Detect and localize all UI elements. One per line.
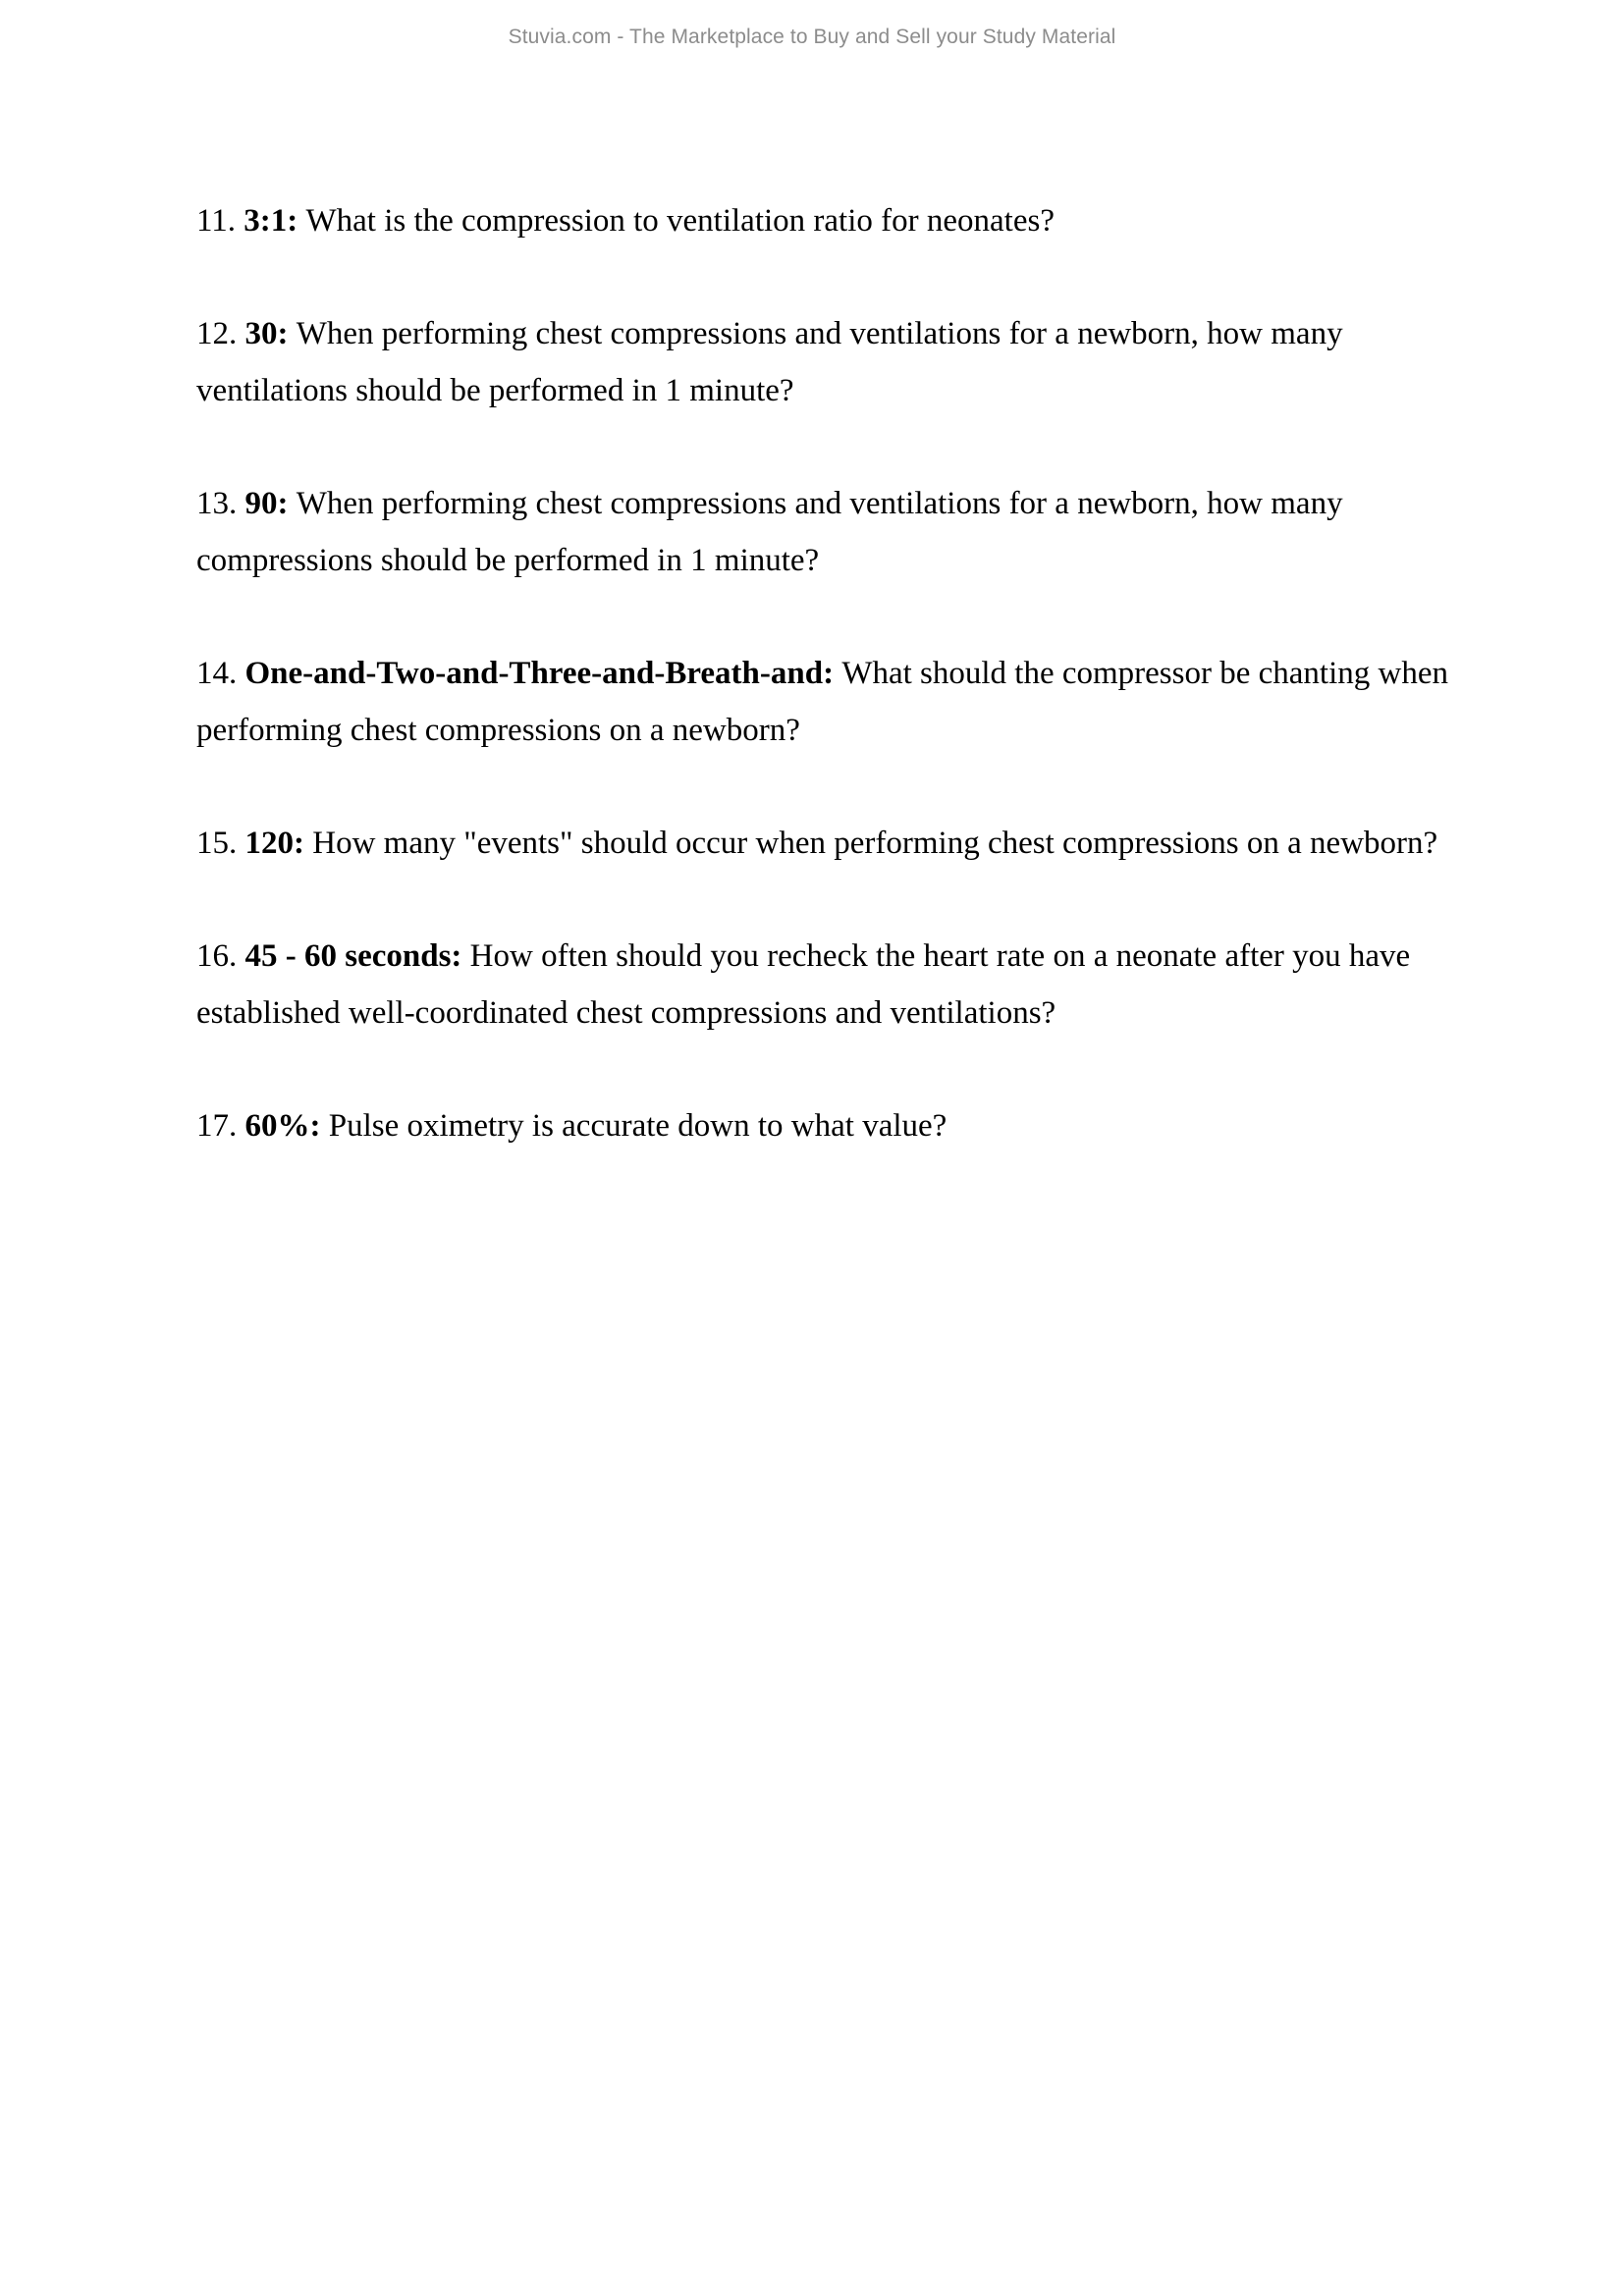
item-number: 13. — [196, 486, 238, 521]
item-question: Pulse oximetry is accurate down to what value? — [328, 1108, 947, 1144]
list-item — [196, 192, 1492, 249]
item-number: 12. — [196, 316, 238, 351]
list-item — [196, 928, 1492, 1041]
item-question: When performing chest compressions and ventilations for a newborn, how many compressions should be performed in 1 minute? — [196, 486, 1343, 578]
stuvia-watermark: Stuvia.com - The Marketplace to Buy and Sell your Study Material — [508, 26, 1116, 48]
list-item — [196, 645, 1492, 759]
item-question: How many "events" should occur when performing chest compressions on a newborn? — [312, 826, 1438, 861]
item-number: 16. — [196, 938, 238, 974]
item-number: 17. — [196, 1108, 238, 1144]
item-answer: 45 - 60 seconds: — [244, 938, 462, 974]
item-number: 15. — [196, 826, 238, 861]
item-answer: 3:1: — [244, 203, 298, 239]
item-number: 11. — [196, 203, 237, 239]
item-answer: 90: — [244, 486, 289, 521]
item-number: 14. — [196, 656, 238, 691]
question-answer-list — [196, 192, 1492, 1210]
list-item — [196, 1097, 1492, 1154]
item-answer: 30: — [244, 316, 289, 351]
item-question: What is the compression to ventilation ratio for neonates? — [305, 203, 1055, 239]
item-question: When performing chest compressions and ventilations for a newborn, how many ventilations should be performed in 1 minute? — [196, 316, 1343, 408]
item-answer: One-and-Two-and-Three-and-Breath-and: — [244, 656, 835, 691]
list-item — [196, 815, 1492, 872]
list-item — [196, 305, 1492, 419]
item-question: How often should you recheck the heart rate on a neonate after you have established well-coordinated chest compressions and ventilations? — [196, 938, 1411, 1031]
item-answer: 120: — [244, 826, 304, 861]
item-answer: 60%: — [244, 1108, 321, 1144]
list-item — [196, 475, 1492, 589]
item-question: What should the compressor be chanting when performing chest compressions on a newborn? — [196, 656, 1448, 748]
